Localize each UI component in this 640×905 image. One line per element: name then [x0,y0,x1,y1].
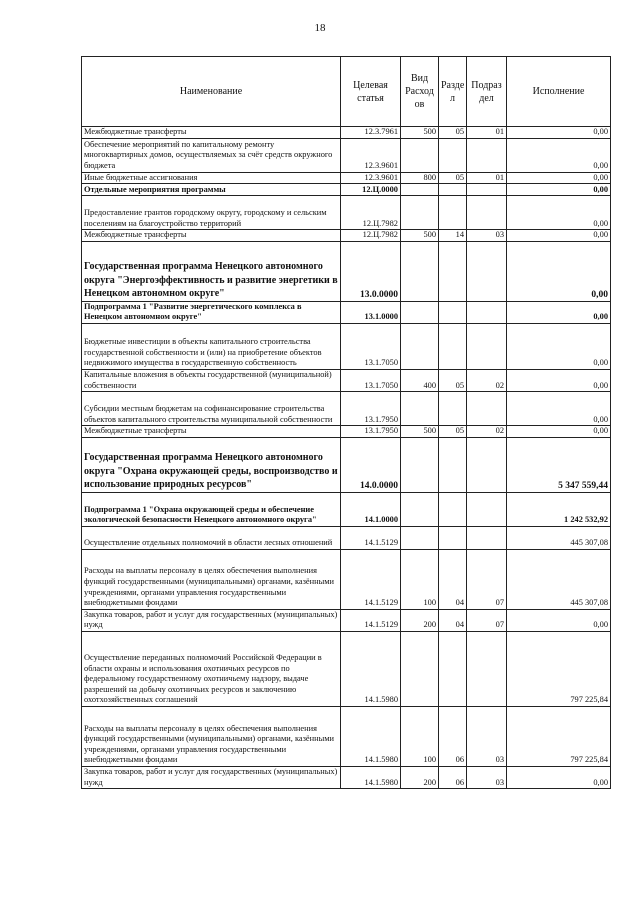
row-execution: 0,00 [507,127,611,139]
table-row [82,323,611,369]
row-section [439,184,467,196]
row-subsection: 02 [467,369,507,391]
row-expense-type: 200 [401,609,439,631]
row-subsection [467,241,507,301]
row-execution: 0,00 [507,369,611,391]
table-row [82,138,611,172]
row-name: Субсидии местным бюджетам на софинансирование строительства объектов капитального строительства муниципальной собственности [82,392,341,426]
row-execution: 0,00 [507,184,611,196]
row-execution: 0,00 [507,230,611,242]
row-execution: 0,00 [507,323,611,369]
row-section [439,437,467,492]
row-name: Расходы на выплаты персоналу в целях обеспечения выполнения функций государственными (муниципальными) органами, казёнными учреждениями, органами управления государственными внебюджетными фондами [82,549,341,609]
row-subsection [467,323,507,369]
row-execution: 797 225,84 [507,706,611,766]
header-execution: Исполнение [507,57,611,127]
row-expense-type: 500 [401,426,439,438]
row-target-article: 14.1.5980 [341,706,401,766]
row-expense-type [401,323,439,369]
row-subsection [467,301,507,323]
header-section: Разде л [439,57,467,127]
row-target-article: 14.1.5129 [341,526,401,549]
row-section [439,492,467,526]
row-target-article: 12.3.7961 [341,127,401,139]
row-target-article: 14.1.5980 [341,766,401,788]
row-execution: 445 307,08 [507,526,611,549]
row-execution: 0,00 [507,766,611,788]
row-name: Обеспечение мероприятий по капитальному ремонту многоквартирных домов, осуществляемых за счёт средств окружного бюджета [82,138,341,172]
row-section: 04 [439,549,467,609]
row-subsection [467,437,507,492]
row-section [439,301,467,323]
row-section [439,392,467,426]
row-target-article: 13.1.0000 [341,301,401,323]
row-target-article: 12.Ц.7982 [341,196,401,230]
table-row [82,196,611,230]
row-execution: 0,00 [507,172,611,184]
table-row [82,609,611,631]
row-expense-type: 100 [401,549,439,609]
row-subsection: 03 [467,766,507,788]
row-name: Закупка товаров, работ и услуг для государственных (муниципальных) нужд [82,609,341,631]
row-name: Межбюджетные трансферты [82,127,341,139]
row-name: Подпрограмма 1 "Охрана окружающей среды и обеспечение экологической безопасности Ненецкого автономного округа" [82,492,341,526]
row-name: Закупка товаров, работ и услуг для государственных (муниципальных) нужд [82,766,341,788]
header-subsection: Подраз дел [467,57,507,127]
row-subsection: 02 [467,426,507,438]
row-expense-type [401,301,439,323]
row-target-article: 13.1.7950 [341,392,401,426]
row-subsection: 07 [467,549,507,609]
table-row [82,301,611,323]
row-name: Осуществление переданных полномочий Российской Федерации в области охраны и использования охотничьих ресурсов по федеральному государственному охотничьему надзору, выдаче разрешений на добычу охотничьих ресурсов и заключению охотхозяйственных соглашений [82,631,341,706]
row-section: 05 [439,369,467,391]
row-subsection [467,492,507,526]
row-target-article: 12.Ц.0000 [341,184,401,196]
table-row [82,766,611,788]
table-row [82,631,611,706]
row-target-article: 12.3.9601 [341,138,401,172]
row-expense-type: 500 [401,230,439,242]
budget-table [81,56,611,789]
row-execution: 0,00 [507,426,611,438]
row-subsection: 03 [467,230,507,242]
row-section [439,241,467,301]
row-section: 04 [439,609,467,631]
header-name: Наименование [82,57,341,127]
table-body [82,127,611,789]
row-expense-type [401,437,439,492]
row-target-article: 12.Ц.7982 [341,230,401,242]
row-target-article: 14.1.5980 [341,631,401,706]
row-execution: 445 307,08 [507,549,611,609]
row-target-article: 13.1.7950 [341,426,401,438]
row-expense-type [401,526,439,549]
row-name: Расходы на выплаты персоналу в целях обеспечения выполнения функций государственными (муниципальными) органами, казёнными учреждениями, органами управления государственными внебюджетными фондами [82,706,341,766]
row-expense-type [401,241,439,301]
row-section [439,196,467,230]
row-name: Предоставление грантов городскому округу, городскому и сельским поселениям на благоустройство территорий [82,196,341,230]
row-subsection [467,138,507,172]
row-subsection: 07 [467,609,507,631]
row-subsection: 01 [467,172,507,184]
row-target-article: 13.1.7050 [341,323,401,369]
row-execution: 797 225,84 [507,631,611,706]
row-expense-type [401,196,439,230]
row-subsection [467,184,507,196]
row-execution: 0,00 [507,301,611,323]
row-section: 05 [439,426,467,438]
table-row [82,230,611,242]
row-name: Отдельные мероприятия программы [82,184,341,196]
table-row [82,526,611,549]
row-execution: 0,00 [507,138,611,172]
row-expense-type [401,138,439,172]
row-execution: 0,00 [507,241,611,301]
table-row [82,706,611,766]
row-target-article: 12.3.9601 [341,172,401,184]
row-expense-type: 200 [401,766,439,788]
row-target-article: 14.0.0000 [341,437,401,492]
table-row [82,369,611,391]
row-section: 05 [439,172,467,184]
row-name: Капитальные вложения в объекты государственной (муниципальной) собственности [82,369,341,391]
row-target-article: 14.1.5129 [341,609,401,631]
table-row [82,172,611,184]
table-row [82,127,611,139]
row-name: Государственная программа Ненецкого автономного округа "Энергоэффективность и развитие энергетики в Ненецком автономном округе" [82,241,341,301]
row-expense-type [401,392,439,426]
row-subsection: 01 [467,127,507,139]
row-name: Бюджетные инвестиции в объекты капитального строительства государственной собственности и (или) на приобретение объектов недвижимого имущества в государственную собственность [82,323,341,369]
row-name: Иные бюджетные ассигнования [82,172,341,184]
row-execution: 0,00 [507,196,611,230]
row-subsection [467,196,507,230]
table-row [82,184,611,196]
page-number: 18 [314,22,326,34]
row-target-article: 13.0.0000 [341,241,401,301]
row-target-article: 14.1.0000 [341,492,401,526]
row-execution: 0,00 [507,392,611,426]
row-subsection [467,631,507,706]
row-subsection [467,526,507,549]
table-row [82,549,611,609]
row-target-article: 14.1.5129 [341,549,401,609]
row-section [439,526,467,549]
row-name: Подпрограмма 1 "Развитие энергетического комплекса в Ненецком автономном округе" [82,301,341,323]
row-execution: 0,00 [507,609,611,631]
row-section [439,631,467,706]
row-expense-type: 800 [401,172,439,184]
row-execution: 5 347 559,44 [507,437,611,492]
row-section [439,138,467,172]
row-target-article: 13.1.7050 [341,369,401,391]
table-row [82,492,611,526]
row-name: Осуществление отдельных полномочий в области лесных отношений [82,526,341,549]
table-row [82,437,611,492]
row-expense-type: 400 [401,369,439,391]
row-name: Межбюджетные трансферты [82,426,341,438]
row-subsection: 03 [467,706,507,766]
row-section: 06 [439,706,467,766]
row-subsection [467,392,507,426]
row-execution: 1 242 532,92 [507,492,611,526]
row-name: Государственная программа Ненецкого автономного округа "Охрана окружающей среды, воспроизводство и использование природных ресурсов" [82,437,341,492]
row-section [439,323,467,369]
row-expense-type: 100 [401,706,439,766]
table-row [82,392,611,426]
row-name: Межбюджетные трансферты [82,230,341,242]
row-expense-type: 500 [401,127,439,139]
header-expense-type: Вид Расход ов [401,57,439,127]
table-row [82,426,611,438]
row-expense-type [401,492,439,526]
table-row [82,241,611,301]
row-expense-type [401,184,439,196]
row-section: 14 [439,230,467,242]
row-expense-type [401,631,439,706]
row-section: 05 [439,127,467,139]
header-target-article: Целевая статья [341,57,401,127]
row-section: 06 [439,766,467,788]
